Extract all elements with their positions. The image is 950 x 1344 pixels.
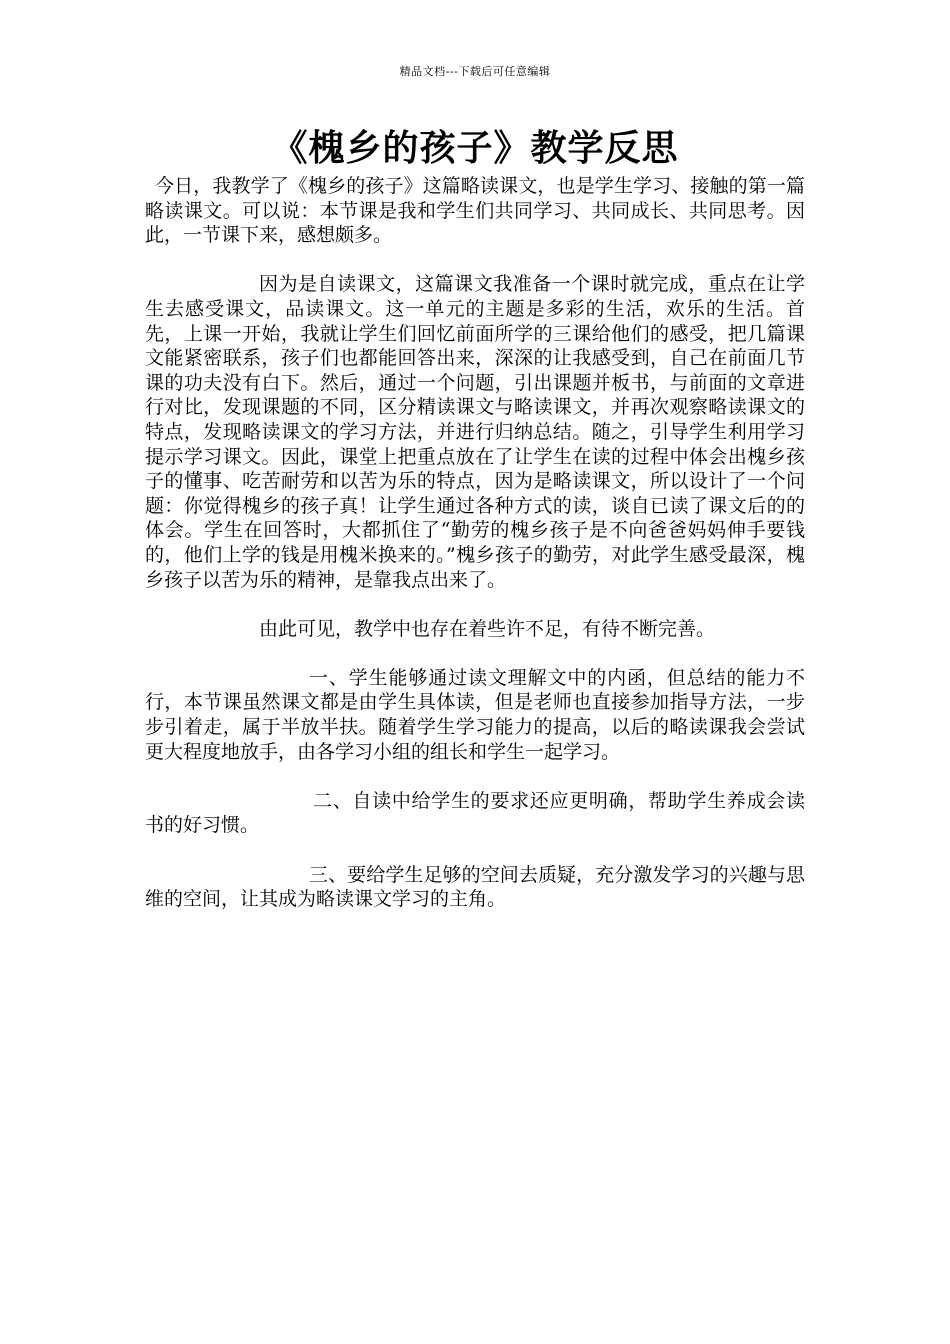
paragraph-point-three: 三、要给学生足够的空间去质疑，充分激发学习的兴趣与思维的空间，让其成为略读课文学习的主角。: [145, 863, 805, 911]
paragraph-gap: [145, 764, 805, 789]
paragraph-gap: [145, 838, 805, 863]
paragraph-gap: [145, 592, 805, 617]
paragraph-point-two: 二、自读中给学生的要求还应更明确，帮助学生养成会读书的好习惯。: [145, 789, 805, 837]
paragraph-process: 因为是自读课文，这篇课文我准备一个课时就完成，重点在让学生去感受课文，品读课文。这一单元的主题是多彩的生活，欢乐的生活。首先，上课一开始，我就让学生们回忆前面所学的三课给他们的感受，把几篇课文能紧密联系，孩子们也都能回答出来，深深的让我感受到，自己在前面几节课的功夫没有白下。然后，通过一个问题，引出课题并板书，与前面的文章进行对比，发现课题的不同，区分精读课文与略读课文，并再次观察略读课文的特点，发现略读课文的学习方法，并进行归纳总结。随之，引导学生利用学习提示学习课文。因此，课堂上把重点放在了让学生在读的过程中体会出槐乡孩子的懂事、吃苦耐劳和以苦为乐的特点，因为是略读课文，所以设计了一个问题：你觉得槐乡的孩子真！让学生通过各种方式的读，谈自已读了课文后的的体会。学生在回答时，大都抓住了“勤劳的槐乡孩子是不向爸爸妈妈伸手要钱的，他们上学的钱是用槐米换来的。”槐乡孩子的勤劳，对此学生感受最深，槐乡孩子以苦为乐的精神，是靠我点出来了。: [145, 273, 805, 591]
paragraph-intro: 今日，我教学了《槐乡的孩子》这篇略读课文，也是学生学习、接触的第一篇略读课文。可以说：本节课是我和学生们共同学习、共同成长、共同思考。因此，一节课下来，感想颇多。: [145, 175, 805, 247]
paragraph-shortcomings: 由此可见，教学中也存在着些许不足，有待不断完善。: [259, 617, 716, 640]
document-body: [145, 174, 805, 912]
document-title: 《槐乡的孩子》教学反思: [271, 127, 679, 169]
paragraph-gap: [145, 641, 805, 666]
paragraph-gap: [145, 248, 805, 273]
page-header: 精品文档---下载后可任意编辑: [399, 65, 551, 78]
paragraph-point-one: 一、学生能够通过读文理解文中的内函，但总结的能力不行，本节课虽然课文都是由学生具体读，但是老师也直接参加指导方法，一步步引着走，属于半放半扶。随着学生学习能力的提高，以后的略读课我会尝试更大程度地放手，由各学习小组的组长和学生一起学习。: [145, 666, 805, 763]
